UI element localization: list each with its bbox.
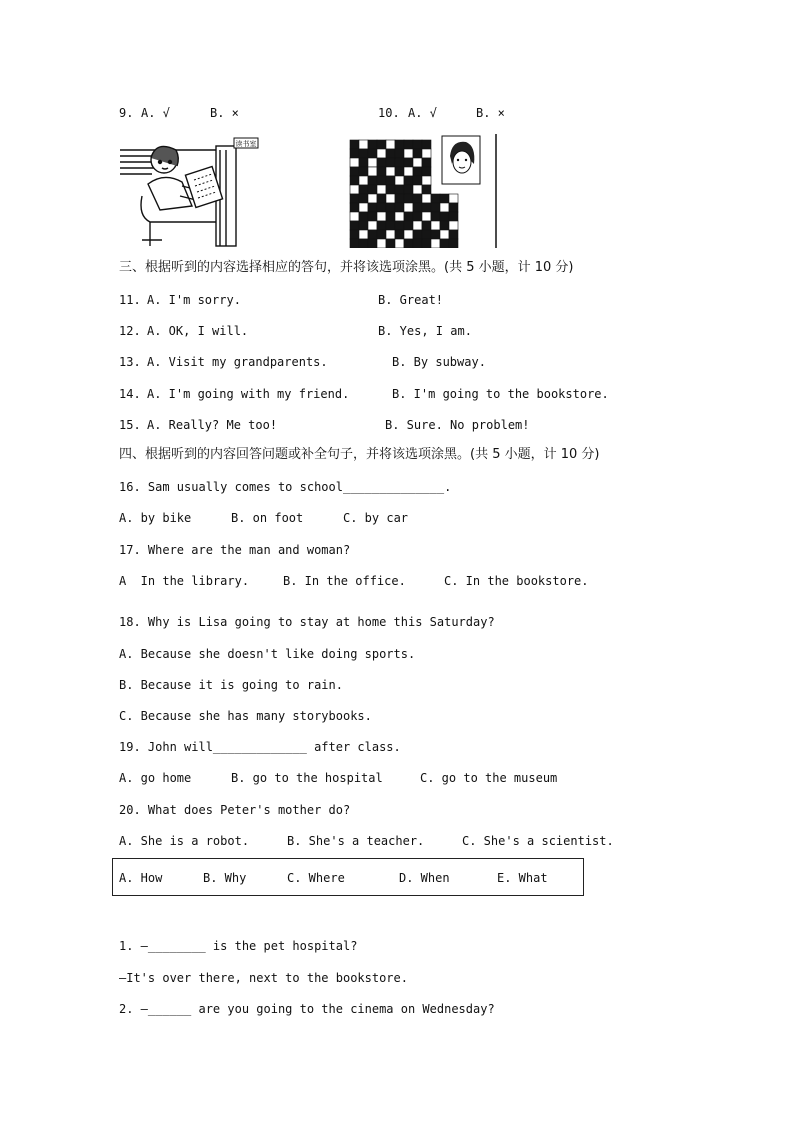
crossword-cell — [449, 239, 458, 248]
q17-stem: 17. Where are the man and woman? — [119, 543, 351, 557]
q9-computer-picture — [120, 136, 260, 248]
crossword-cell — [395, 185, 404, 194]
crossword-cell — [386, 167, 395, 176]
q19-option-b[interactable]: B. go to the hospital — [231, 771, 383, 785]
crossword-cell — [404, 239, 413, 248]
crossword-cell — [395, 176, 404, 185]
crossword-cell — [422, 149, 431, 158]
word-bank-a: A. How — [119, 871, 163, 885]
q16-option-c[interactable]: C. by car — [343, 511, 409, 525]
crossword-cell — [404, 176, 413, 185]
crossword-cell — [422, 140, 431, 149]
q18-option-c[interactable]: C. Because she has many storybooks. — [119, 709, 372, 723]
crossword-cell — [377, 230, 386, 239]
crossword-cell — [377, 194, 386, 203]
q10-crossword-picture — [348, 130, 498, 248]
crossword-cell — [386, 203, 395, 212]
crossword-cell — [377, 185, 386, 194]
crossword-cell — [368, 176, 377, 185]
crossword-cell — [404, 194, 413, 203]
q15-option-b[interactable]: B. Sure. No problem! — [385, 418, 530, 432]
crossword-cell — [368, 203, 377, 212]
crossword-cell — [368, 194, 377, 203]
crossword-cell — [368, 185, 377, 194]
crossword-cell — [359, 158, 368, 167]
crossword-cell — [431, 239, 440, 248]
fill-question-2: 2. —______ are you going to the cinema on Wednesday? — [119, 1002, 495, 1016]
crossword-cell — [404, 203, 413, 212]
crossword-cell — [395, 203, 404, 212]
crossword-cell — [359, 167, 368, 176]
fill-answer-1: —It's over there, next to the bookstore. — [119, 971, 408, 985]
q9-option-a[interactable]: A. √ — [141, 106, 170, 120]
q9-sign-text: 读书室 — [235, 140, 257, 148]
q19-option-c[interactable]: C. go to the museum — [420, 771, 558, 785]
q13-number: 13. — [119, 355, 141, 369]
q19-option-a[interactable]: A. go home — [119, 771, 192, 785]
q14-number: 14. — [119, 387, 141, 401]
word-bank-c: C. Where — [287, 871, 345, 885]
q17-option-b[interactable]: B. In the office. — [283, 574, 406, 588]
crossword-cell — [395, 167, 404, 176]
crossword-cell — [350, 239, 359, 248]
crossword-cell — [440, 239, 449, 248]
crossword-cell — [359, 221, 368, 230]
q9-number: 9. — [119, 106, 134, 120]
crossword-cell — [413, 230, 422, 239]
crossword-cell — [449, 194, 458, 203]
crossword-cell — [431, 230, 440, 239]
crossword-cell — [413, 158, 422, 167]
crossword-cell — [359, 230, 368, 239]
crossword-cell — [350, 203, 359, 212]
q10-option-b[interactable]: B. × — [476, 106, 505, 120]
q11-option-b[interactable]: B. Great! — [378, 293, 444, 307]
crossword-cell — [350, 230, 359, 239]
crossword-cell — [395, 230, 404, 239]
crossword-cell — [413, 194, 422, 203]
q12-option-b[interactable]: B. Yes, I am. — [378, 324, 472, 338]
crossword-cell — [377, 176, 386, 185]
word-bank-e: E. What — [497, 871, 548, 885]
q11-option-a[interactable]: A. I'm sorry. — [147, 293, 241, 307]
section4-heading: 四、根据听到的内容回答问题或补全句子，并将该选项涂黑。(共 5 小题，计 10 分) — [119, 447, 600, 462]
crossword-cell — [431, 203, 440, 212]
crossword-cell — [368, 149, 377, 158]
crossword-cell — [386, 140, 395, 149]
crossword-cell — [395, 221, 404, 230]
crossword-cell — [368, 221, 377, 230]
q10-number: 10. — [378, 106, 400, 120]
q12-option-a[interactable]: A. OK, I will. — [147, 324, 249, 338]
crossword-cell — [368, 230, 377, 239]
crossword-cell — [404, 230, 413, 239]
crossword-cell — [395, 194, 404, 203]
q13-option-a[interactable]: A. Visit my grandparents. — [147, 355, 328, 369]
word-bank-d: D. When — [399, 871, 450, 885]
crossword-cell — [377, 221, 386, 230]
crossword-cell — [404, 185, 413, 194]
crossword-cell — [422, 203, 431, 212]
q18-option-a[interactable]: A. Because she doesn't like doing sports. — [119, 647, 416, 661]
crossword-cell — [350, 212, 359, 221]
q16-stem: 16. Sam usually comes to school______________. — [119, 480, 452, 494]
crossword-cell — [422, 239, 431, 248]
crossword-cell — [431, 221, 440, 230]
crossword-cell — [440, 203, 449, 212]
crossword-cell — [413, 140, 422, 149]
q20-option-a[interactable]: A. She is a robot. — [119, 834, 250, 848]
crossword-cell — [404, 140, 413, 149]
q20-option-b[interactable]: B. She's a teacher. — [287, 834, 425, 848]
q17-option-a[interactable]: A In the library. — [119, 574, 250, 588]
crossword-cell — [368, 167, 377, 176]
crossword-cell — [368, 140, 377, 149]
crossword-cell — [422, 167, 431, 176]
q19-stem: 19. John will_____________ after class. — [119, 740, 401, 754]
crossword-cell — [404, 221, 413, 230]
crossword-cell — [350, 194, 359, 203]
crossword-cell — [422, 185, 431, 194]
q13-option-b[interactable]: B. By subway. — [392, 355, 486, 369]
crossword-cell — [422, 212, 431, 221]
crossword-cell — [386, 185, 395, 194]
crossword-cell — [395, 158, 404, 167]
crossword-cell — [359, 212, 368, 221]
crossword-cell — [404, 158, 413, 167]
crossword-cell — [359, 185, 368, 194]
crossword-cell — [422, 230, 431, 239]
crossword-cell — [350, 221, 359, 230]
crossword-cell — [386, 176, 395, 185]
crossword-cell — [422, 194, 431, 203]
crossword-cell — [413, 176, 422, 185]
crossword-cell — [404, 167, 413, 176]
crossword-cell — [377, 149, 386, 158]
crossword-cell — [440, 230, 449, 239]
crossword-cell — [350, 158, 359, 167]
crossword-cell — [350, 185, 359, 194]
crossword-cell — [359, 239, 368, 248]
q14-option-a[interactable]: A. I'm going with my friend. — [147, 387, 350, 401]
q16-option-a[interactable]: A. by bike — [119, 511, 192, 525]
crossword-cell — [440, 194, 449, 203]
crossword-cell — [422, 221, 431, 230]
crossword-cell — [386, 194, 395, 203]
crossword-cell — [386, 149, 395, 158]
q16-option-b[interactable]: B. on foot — [231, 511, 304, 525]
crossword-cell — [350, 140, 359, 149]
crossword-cell — [386, 158, 395, 167]
crossword-cell — [386, 221, 395, 230]
crossword-cell — [386, 230, 395, 239]
q18-option-b[interactable]: B. Because it is going to rain. — [119, 678, 343, 692]
crossword-cell — [413, 167, 422, 176]
crossword-cell — [404, 212, 413, 221]
crossword-cell — [377, 167, 386, 176]
crossword-cell — [449, 230, 458, 239]
crossword-cell — [413, 203, 422, 212]
q11-number: 11. — [119, 293, 141, 307]
q17-option-c[interactable]: C. In the bookstore. — [444, 574, 589, 588]
crossword-cell — [386, 239, 395, 248]
crossword-cell — [431, 212, 440, 221]
q15-number: 15. — [119, 418, 141, 432]
crossword-cell — [359, 194, 368, 203]
q18-stem: 18. Why is Lisa going to stay at home this Saturday? — [119, 615, 495, 629]
crossword-cell — [350, 176, 359, 185]
crossword-cell — [413, 212, 422, 221]
crossword-cell — [413, 149, 422, 158]
crossword-cell — [368, 239, 377, 248]
crossword-cell — [395, 212, 404, 221]
section3-heading: 三、根据听到的内容选择相应的答句，并将该选项涂黑。(共 5 小题，计 10 分) — [119, 260, 574, 275]
crossword-cell — [359, 203, 368, 212]
q10-option-a[interactable]: A. √ — [408, 106, 437, 120]
crossword-cell — [359, 176, 368, 185]
crossword-cell — [413, 185, 422, 194]
crossword-cell — [377, 203, 386, 212]
crossword-cell — [377, 158, 386, 167]
crossword-cell — [395, 149, 404, 158]
q12-number: 12. — [119, 324, 141, 338]
word-bank-b: B. Why — [203, 871, 247, 885]
crossword-cell — [422, 158, 431, 167]
q20-option-c[interactable]: C. She's a scientist. — [462, 834, 614, 848]
q15-option-a[interactable]: A. Really? Me too! — [147, 418, 278, 432]
crossword-cell — [395, 140, 404, 149]
crossword-cell — [422, 176, 431, 185]
crossword-cell — [377, 212, 386, 221]
crossword-cell — [449, 212, 458, 221]
crossword-cell — [377, 140, 386, 149]
crossword-cell — [368, 158, 377, 167]
q9-option-b[interactable]: B. × — [210, 106, 239, 120]
crossword-cell — [440, 221, 449, 230]
crossword-cell — [449, 221, 458, 230]
crossword-cell — [449, 203, 458, 212]
q20-stem: 20. What does Peter's mother do? — [119, 803, 351, 817]
crossword-cell — [431, 194, 440, 203]
fill-question-1: 1. —________ is the pet hospital? — [119, 939, 358, 953]
crossword-cell — [359, 140, 368, 149]
crossword-cell — [413, 239, 422, 248]
crossword-cell — [350, 167, 359, 176]
crossword-cell — [404, 149, 413, 158]
q14-option-b[interactable]: B. I'm going to the bookstore. — [392, 387, 609, 401]
crossword-cell — [350, 149, 359, 158]
crossword-cell — [359, 149, 368, 158]
crossword-cell — [368, 212, 377, 221]
crossword-cell — [386, 212, 395, 221]
crossword-cell — [395, 239, 404, 248]
crossword-cell — [413, 221, 422, 230]
crossword-cell — [377, 239, 386, 248]
crossword-cell — [440, 212, 449, 221]
